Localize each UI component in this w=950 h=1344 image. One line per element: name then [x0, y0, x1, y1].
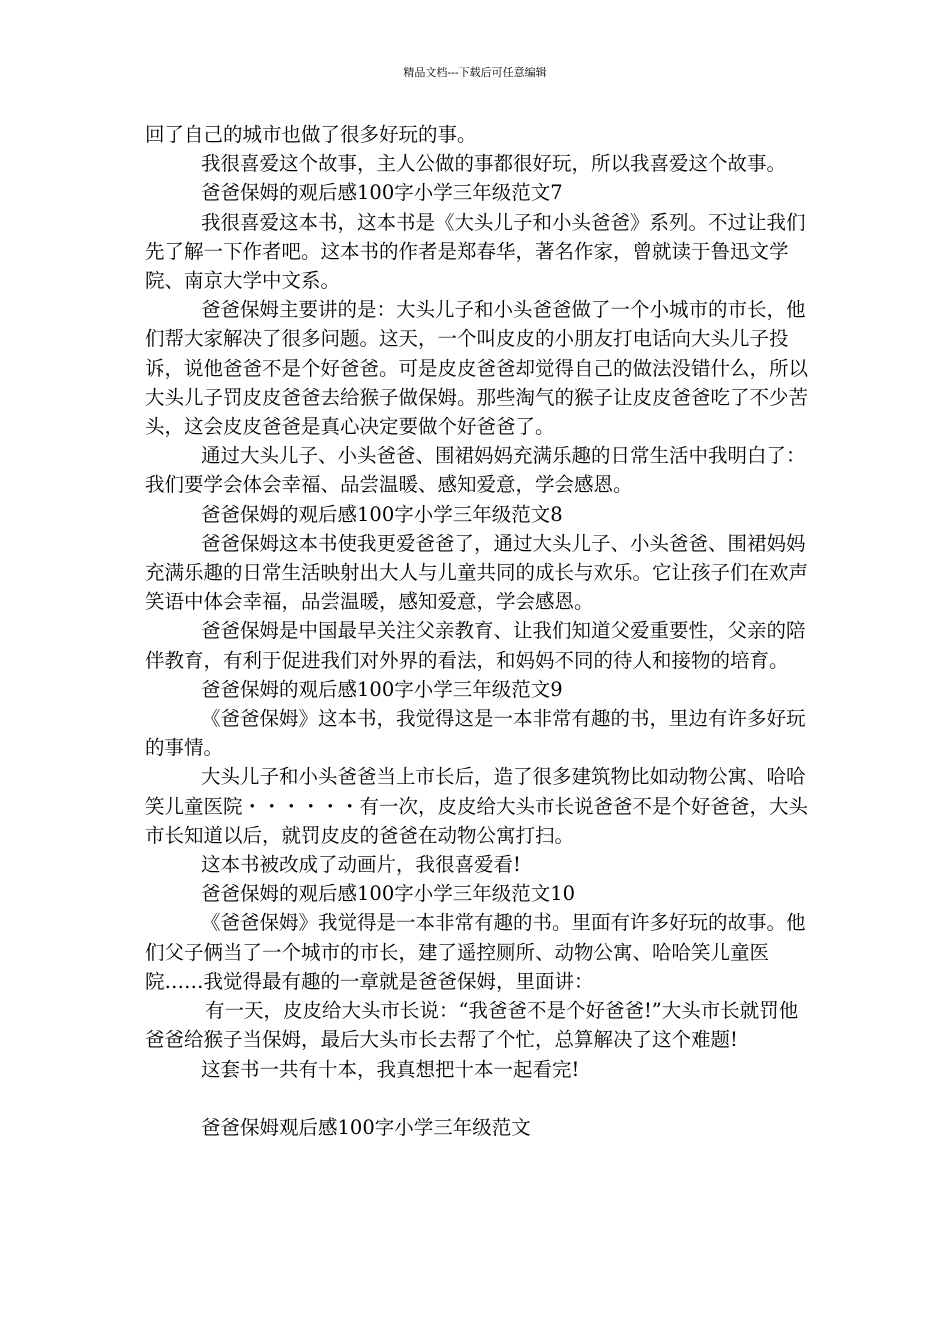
paragraph: 我很喜爱这本书，这本书是《大头儿子和小头爸爸》系列。不过让我们先了解一下作者吧。这本书的作者是郑春华，著名作家，曾就读于鲁迅文学院、南京大学中文系。: [145, 210, 806, 293]
paragraph: 爸爸保姆这本书使我更爱爸爸了，通过大头儿子、小头爸爸、围裙妈妈充满乐趣的日常生活映射出大人与儿童共同的成长与欢乐。它让孩子们在欢声笑语中体会幸福，品尝温暖，感知爱意，学会感恩。: [145, 531, 809, 614]
paragraph: 回了自己的城市也做了很多好玩的事。: [145, 123, 477, 146]
section-heading: 爸爸保姆观后感100字小学三年级范文: [201, 1115, 531, 1139]
paragraph: 爸爸保姆是中国最早关注父亲教育、让我们知道父爱重要性，父亲的陪伴教育，有利于促进我们对外界的看法，和妈妈不同的待人和接物的培育。: [145, 619, 806, 672]
paragraph: 通过大头儿子、小头爸爸、围裙妈妈充满乐趣的日常生活中我明白了：我们要学会体会幸福、品尝温暖、感知爱意，学会感恩。: [145, 444, 806, 497]
section-heading: 爸爸保姆的观后感100字小学三年级范文9: [201, 677, 563, 701]
paragraph: 《爸爸保姆》这本书，我觉得这是一本非常有趣的书，里边有许多好玩的事情。: [145, 707, 806, 760]
paragraph: 《爸爸保姆》我觉得是一本非常有趣的书。里面有许多好玩的故事。他们父子俩当了一个城市的市长，建了遥控厕所、动物公寓、哈哈笑儿童医院……我觉得最有趣的一章就是爸爸保姆，里面讲：: [145, 911, 806, 993]
paragraph: 我很喜爱这个故事，主人公做的事都很好玩，所以我喜爱这个故事。: [201, 152, 787, 176]
page-header: 精品文档---下载后可任意编辑: [403, 66, 547, 79]
blank-line: [145, 1084, 815, 1113]
paragraph: 有一天，皮皮给大头市长说：“我爸爸不是个好爸爸!”大头市长就罚他爸爸给猴子当保姆，最后大头市长去帮了个忙，总算解决了这个难题!: [145, 999, 799, 1052]
paragraph: 爸爸保姆主要讲的是：大头儿子和小头爸爸做了一个小城市的市长，他们帮大家解决了很多问题。这天，一个叫皮皮的小朋友打电话向大头儿子投诉，说他爸爸不是个好爸爸。可是皮皮爸爸却觉得自己的做法没错什么，所以大头儿子罚皮皮爸爸去给猴子做保姆。那些淘气的猴子让皮皮爸爸吃了不少苦头，这会皮皮爸爸是真心决定要做个好爸爸了。: [145, 298, 809, 439]
paragraph: 这套书一共有十本，我真想把十本一起看完!: [201, 1057, 580, 1081]
paragraph: 这本书被改成了动画片，我很喜爱看!: [201, 853, 521, 877]
paragraph: 大头儿子和小头爸爸当上市长后，造了很多建筑物比如动物公寓、哈哈笑儿童医院・・・・・・有一次，皮皮给大头市长说爸爸不是个好爸爸，大头市长知道以后，就罚皮皮的爸爸在动物公寓打扫。: [145, 765, 809, 847]
section-heading: 爸爸保姆的观后感100字小学三年级范文7: [201, 181, 563, 205]
document-body: [145, 120, 815, 1142]
section-heading: 爸爸保姆的观后感100字小学三年级范文8: [201, 502, 563, 526]
section-heading: 爸爸保姆的观后感100字小学三年级范文10: [201, 882, 576, 906]
